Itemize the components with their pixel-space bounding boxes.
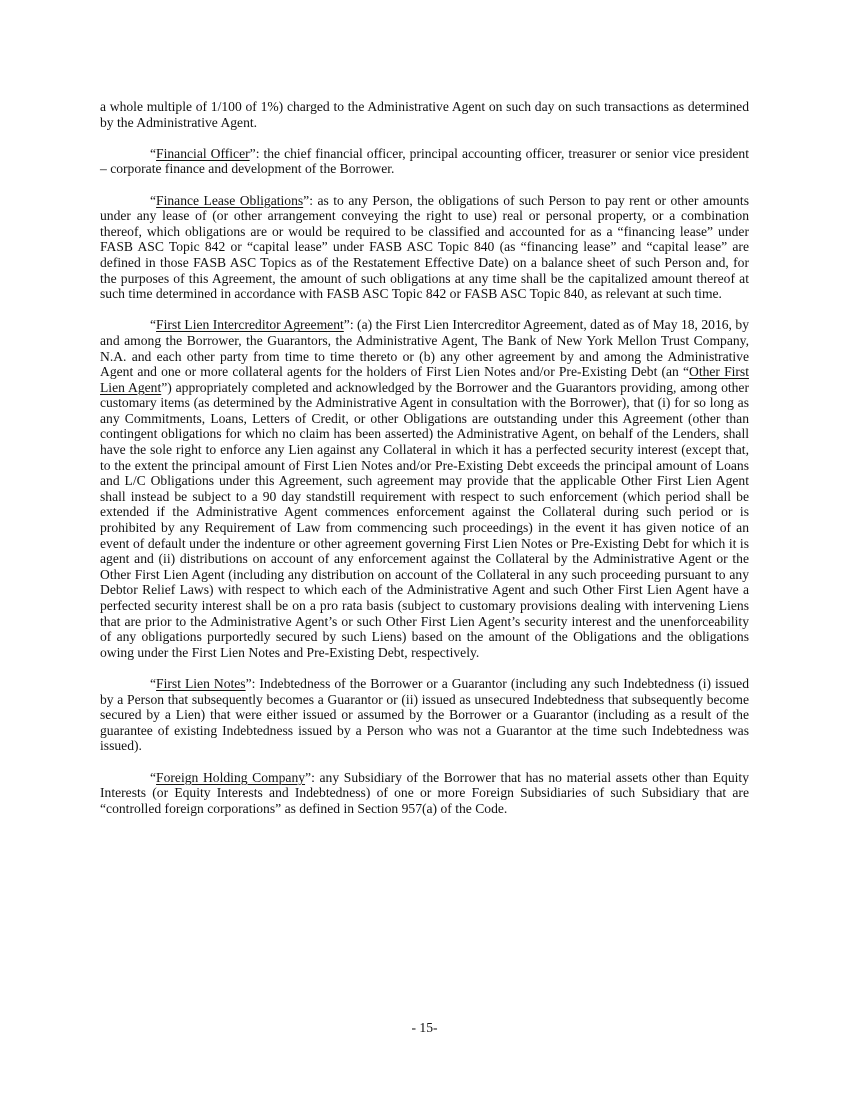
close-quote: ”: [249, 145, 256, 161]
defined-term: First Lien Intercreditor Agreement: [156, 317, 344, 333]
definition-text: : as to any Person, the obligations of such Person to pay rent or other amounts under any lease of (or other arrangement conveying the right to use) real or personal property, or a combination thereof, which obligations are or would be required to be classified and accounted for as a “financing lease” under FASB ASC Topic 842 or “capital lease” under FASB ASC Topic 840 (as “financing lease” and “capital lease” are defined in those FASB ASC Topics as of the Restatement Effective Date) on a balance sheet of such Person and, for the purposes of this Agreement, the amount of such obligations at any time shall be the capitalized amount thereof at such time determined in accordance with FASB ASC Topic 842 or FASB ASC Topic 840, as relevant at such time.: [100, 192, 749, 302]
close-quote: ”: [343, 317, 350, 333]
close-quote: ”: [305, 769, 312, 785]
definition-first-lien-intercreditor-agreement: [100, 317, 749, 660]
page-number: - 15-: [411, 1020, 438, 1035]
definition-foreign-holding-company: [100, 770, 749, 817]
defined-term: First Lien Notes: [156, 675, 246, 691]
intro-paragraph: a whole multiple of 1/100 of 1%) charged to the Administrative Agent on such day on such transactions as determined by the Administrative Agent.: [100, 99, 749, 130]
open-quote: “: [150, 675, 157, 691]
definition-text-part-1: : (a) the First Lien Intercreditor Agreement, dated as of May 18, 2016, by and among the Borrower, the Guarantors, the Administrative Agent, The Bank of New York Mellon Trust Company, N.A. and each other party from time to time thereto or (b) any other agreement by and among the Administrative Agent and one or more collateral agents for the holders of First Lien Notes and/or Pre-Existing Debt (an “: [100, 317, 749, 380]
definition-text: : any Subsidiary of the Borrower that has no material assets other than Equity Interests (or Equity Interests and Indebtedness) of one or more Foreign Subsidiaries of such Subsidiary that are “controlled foreign corporations” as defined in Section 957(a) of the Code.: [100, 769, 749, 816]
definition-finance-lease-obligations: [100, 193, 749, 302]
close-quote: ”: [245, 675, 252, 691]
defined-term: Foreign Holding Company: [156, 769, 306, 785]
definition-text: : the chief financial officer, principal accounting officer, treasurer or senior vice president – corporate finance and development of the Borrower.: [100, 145, 749, 177]
inner-defined-term: Other First Lien Agent: [100, 364, 749, 395]
defined-term: Finance Lease Obligations: [156, 192, 304, 208]
definition-text-part-2: ”) appropriately completed and acknowledged by the Borrower and the Guarantors providing, among other customary items (as determined by the Administrative Agent in consultation with the Borrower), that (i) for so long as any Commitments, Loans, Letters of Credit, or other Obligations are outstanding under this Agreement (other than contingent obligations for which no claim has been asserted) the Administrative Agent, on behalf of the Lenders, shall have the sole right to enforce any Lien against any Collateral in which it has a perfected security interest (except that, to the extent the principal amount of First Lien Notes and/or Pre-Existing Debt exceeds the principal amount of Loans and L/C Obligations under this Agreement, such agreement may provide that the applicable Other First Lien Agent shall instead be subject to a 90 day standstill requirement with respect to such enforcement (which period shall be extended if the Administrative Agent commences enforcement against the Collateral during such period or is prohibited by any Requirement of Law from commencing such proceedings) in the event it has given notice of an event of default under the indenture or other agreement governing First Lien Notes or Pre-Existing Debt for which it is agent and (ii) distributions on account of any enforcement against the Collateral by the Administrative Agent or the Other First Lien Agent (including any distribution on account of the Collateral in any such proceeding pursuant to any Debtor Relief Laws) with respect to which each of the Administrative Agent and such Other First Lien Agent have a perfected security interest shall be on a pro rata basis (subject to customary provisions dealing with intervening Liens that are prior to the Administrative Agent’s or such Other First Lien Agent’s security interest and the unenforceability of any obligations purportedly secured by such Liens) based on the amount of the Obligations and the obligations owing under the First Lien Notes and Pre-Existing Debt, respectively.: [100, 379, 749, 660]
open-quote: “: [150, 192, 157, 208]
document-body: [100, 99, 749, 832]
defined-term: Financial Officer: [156, 145, 250, 161]
definition-financial-officer: [100, 146, 749, 177]
definition-first-lien-notes: [100, 676, 749, 754]
close-quote: ”: [303, 192, 310, 208]
open-quote: “: [150, 317, 157, 333]
open-quote: “: [150, 145, 157, 161]
definition-text: : Indebtedness of the Borrower or a Guarantor (including any such Indebtedness (i) issued by a Person that subsequently becomes a Guarantor or (ii) issued as unsecured Indebtedness that subsequently become secured by a Lien) that were either issued or assumed by the Borrower or a Guarantor (including as a result of the guarantee of existing Indebtedness issued by a Person who was not a Guarantor at the time such Indebtedness was issued).: [100, 675, 749, 754]
open-quote: “: [150, 769, 157, 785]
